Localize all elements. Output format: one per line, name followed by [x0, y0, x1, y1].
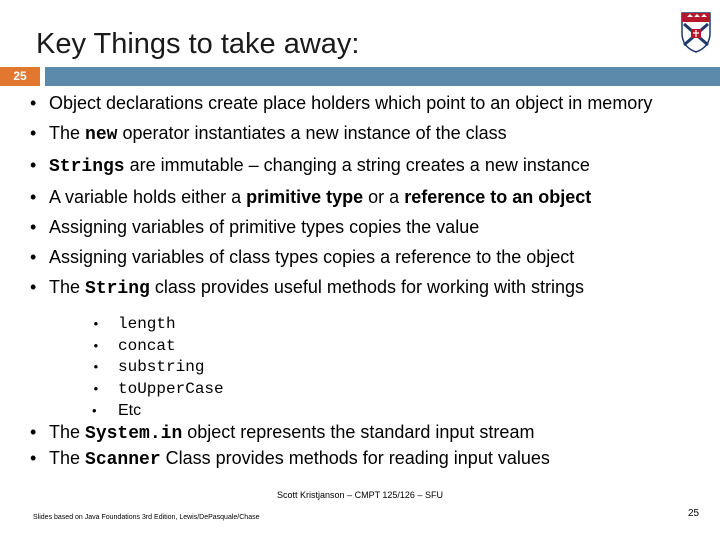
page-number: 25: [688, 508, 700, 519]
bullet-text: The: [49, 123, 86, 143]
title-bar-fill: [45, 67, 720, 86]
sub-bullet-length: • length: [92, 314, 224, 336]
bullet-new-operator: [30, 124, 660, 144]
sub-bullet-touppercase: • toUpperCase: [92, 379, 224, 401]
bullet-text: Assigning variables of class types copies a reference to the object: [49, 247, 575, 267]
university-crest-icon: [680, 11, 712, 53]
emphasis-text: reference to an object: [404, 187, 592, 207]
bullet-text: object represents the standard input stream: [182, 422, 535, 442]
bullet-text: are immutable – changing a string creates a new instance: [124, 155, 590, 175]
slide-title: Key Things to take away:: [36, 28, 360, 60]
slide-number: 25: [0, 67, 40, 86]
bullet-text: Class provides methods for reading input values: [160, 448, 550, 468]
bullet-text: class provides useful methods for working with strings: [149, 277, 585, 297]
bullet-text: operator instantiates a new instance of the class: [117, 123, 507, 143]
sub-bullet-substring: • substring: [92, 357, 224, 379]
bullet-text: The: [49, 448, 86, 468]
bullet-primitive-copies: [30, 218, 660, 236]
footer-source: Slides based on Java Foundations 3rd Edition, Lewis/DePasquale/Chase: [33, 514, 260, 521]
bullet-variable-holds: [30, 188, 660, 206]
bullet-string-class: [30, 278, 660, 298]
bullet-text: The: [49, 422, 86, 442]
bullet-text: Object declarations create place holders which point to an object in memory: [49, 93, 653, 113]
main-bullet-list: [30, 94, 660, 310]
code-keyword: String: [85, 279, 150, 299]
string-methods-list: [92, 314, 224, 422]
bullet-class-copies: [30, 248, 660, 266]
input-bullet-list: [30, 423, 670, 475]
emphasis-text: primitive type: [246, 187, 364, 207]
bullet-text: The: [49, 277, 86, 297]
bullet-object-declarations: [30, 94, 660, 112]
code-keyword: Strings: [49, 157, 125, 177]
sub-bullet-concat: • concat: [92, 336, 224, 358]
code-keyword: new: [85, 125, 118, 145]
footer-author: Scott Kristjanson – CMPT 125/126 – SFU: [277, 490, 443, 500]
code-keyword: System.in: [85, 424, 183, 444]
bullet-text: A variable holds either a: [49, 187, 247, 207]
title-bar: [0, 67, 720, 86]
bullet-strings-immutable: [30, 156, 660, 176]
bullet-text: or a: [363, 187, 405, 207]
bullet-system-in: [30, 423, 670, 443]
code-keyword: Scanner: [85, 450, 161, 470]
sub-bullet-etc: • Etc: [92, 400, 224, 422]
bullet-scanner: [30, 449, 670, 469]
bullet-text: Assigning variables of primitive types copies the value: [49, 217, 480, 237]
